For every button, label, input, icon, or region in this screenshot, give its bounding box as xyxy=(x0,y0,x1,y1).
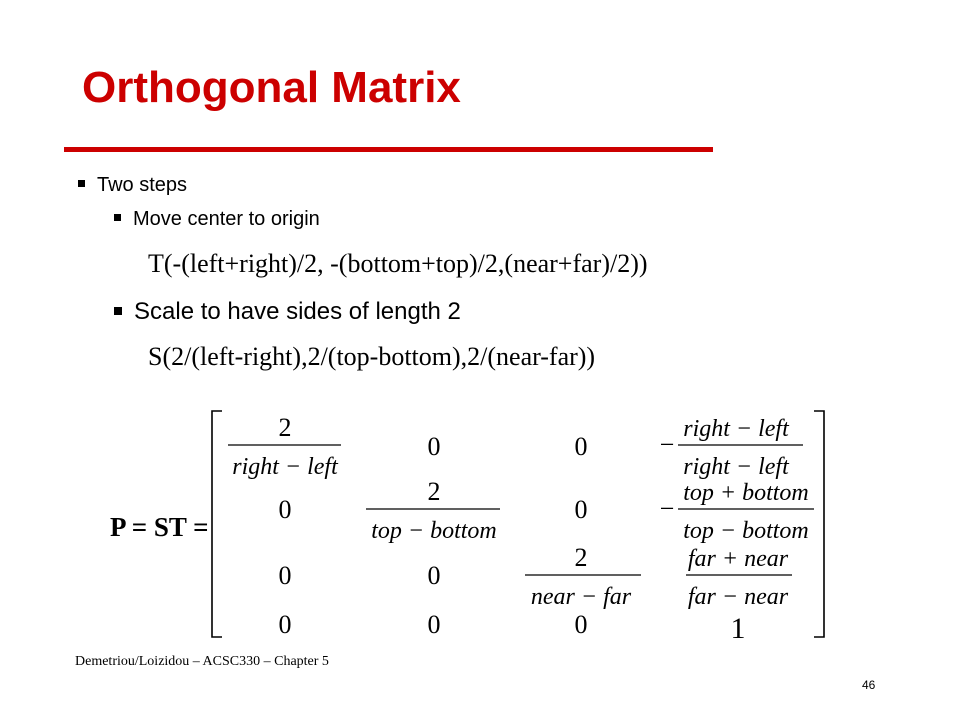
m22-denominator: top − bottom xyxy=(371,518,497,544)
m14-denominator: right − left xyxy=(683,454,789,480)
m22-numerator: 2 xyxy=(427,477,441,506)
m11-numerator: 2 xyxy=(278,413,292,442)
m23-zero: 0 xyxy=(574,495,588,524)
page-number: 46 xyxy=(862,678,876,692)
m31-zero: 0 xyxy=(278,561,292,590)
m44-one: 1 xyxy=(730,612,746,645)
m14-minus: − xyxy=(659,430,675,459)
left-bracket xyxy=(212,411,222,637)
right-bracket xyxy=(814,411,824,637)
slide-title: Orthogonal Matrix xyxy=(82,63,461,112)
m41-zero: 0 xyxy=(278,610,292,639)
m12-zero: 0 xyxy=(427,432,441,461)
bullet-text: Scale to have sides of length 2 xyxy=(134,298,461,325)
m13-zero: 0 xyxy=(574,432,588,461)
m43-zero: 0 xyxy=(574,610,588,639)
slide-footer: Demetriou/Loizidou – ACSC330 – Chapter 5 xyxy=(75,654,329,669)
m34-denominator: far − near xyxy=(687,584,789,610)
m42-zero: 0 xyxy=(427,610,441,639)
m14-numerator: right − left xyxy=(683,416,789,442)
m32-zero: 0 xyxy=(427,561,441,590)
translation-formula: T(-(left+right)/2, -(bottom+top)/2,(near+far)/2)) xyxy=(148,249,648,278)
m24-numerator: top + bottom xyxy=(683,480,809,506)
scale-formula: S(2/(left-right),2/(top-bottom),2/(near-far)) xyxy=(148,342,596,371)
m24-denominator: top − bottom xyxy=(683,518,809,544)
bullet-text: Move center to origin xyxy=(133,208,320,230)
m34-numerator: far + near xyxy=(687,546,789,572)
m24-minus: − xyxy=(659,494,675,523)
matrix-lhs: P = ST = xyxy=(110,512,209,542)
m11-denominator: right − left xyxy=(232,454,338,480)
m21-zero: 0 xyxy=(278,495,292,524)
bullet-text: Two steps xyxy=(97,174,188,196)
m33-numerator: 2 xyxy=(574,543,588,572)
m33-denominator: near − far xyxy=(530,584,632,610)
